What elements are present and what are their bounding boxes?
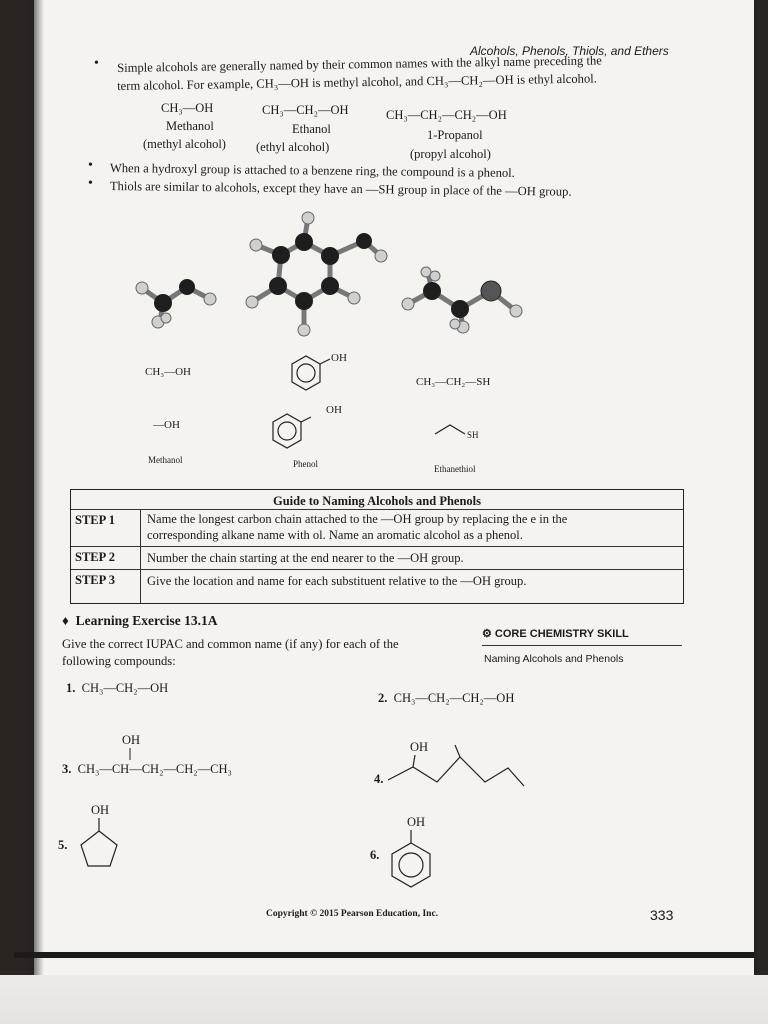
copyright-line: Copyright © 2015 Pearson Education, Inc. xyxy=(266,909,439,919)
guide-title: Guide to Naming Alcohols and Phenols xyxy=(272,494,482,508)
bullet-dot: • xyxy=(94,56,99,71)
phenol-label: Phenol xyxy=(293,459,319,469)
intro-line-1: Simple alcohols are generally named by their common names with the alkyl name preceding the xyxy=(117,53,602,75)
item-2: 2. CH₃—CH₂—CH₂—OH xyxy=(378,691,515,705)
ethanethiol-label: Ethanethiol xyxy=(434,464,476,474)
bottom-rule xyxy=(14,952,754,958)
methanol-label: Methanol xyxy=(148,455,183,465)
background-surface xyxy=(0,975,768,1024)
propanol-formula: CH₃—CH₂—CH₂—OH xyxy=(386,108,507,122)
ethanethiol-sh: SH xyxy=(467,430,479,440)
running-header: Alcohols, Phenols, Thiols, and Ethers xyxy=(470,44,669,58)
step-2-label: STEP 2 xyxy=(75,550,115,564)
item-1: 1. CH₃—CH₂—OH xyxy=(66,681,169,695)
step-3-label: STEP 3 xyxy=(75,573,115,587)
bullet-dot: • xyxy=(88,158,93,173)
step-1-line-1: Name the longest carbon chain attached to the —OH group by replacing the e in the xyxy=(147,512,568,526)
phenol-oh-top: OH xyxy=(331,352,347,364)
methanol-skeletal: —OH xyxy=(153,419,180,431)
exercise-instruction-2: following compounds: xyxy=(62,654,176,668)
propanol-name: 1-Propanol xyxy=(427,128,483,142)
item-4-num: 4. xyxy=(374,772,384,786)
item-3: 3. CH₃—CH—CH₂—CH₂—CH₃ xyxy=(62,762,232,776)
thiol-bullet-text: Thiols are similar to alcohols, except they have an —SH group in place of the —OH group. xyxy=(109,178,572,199)
item-3-oh: OH xyxy=(122,733,141,747)
step-2-text: Number the chain starting at the end nearer to the —OH group. xyxy=(147,551,464,565)
core-skill-heading: ⚙ CORE CHEMISTRY SKILL xyxy=(482,628,629,640)
step-1-label: STEP 1 xyxy=(75,513,115,527)
exercise-instruction-1: Give the correct IUPAC and common name (if any) for each of the xyxy=(62,637,399,651)
step-1-line-2: corresponding alkane name with ol. Name an aromatic alcohol as a phenol. xyxy=(147,528,523,542)
phenol-oh-bottom: OH xyxy=(326,404,342,416)
methanol-condensed: CH₃—OH xyxy=(145,366,192,378)
item-6-num: 6. xyxy=(370,848,380,862)
bullet-dot: • xyxy=(88,176,93,191)
ethanol-formula: CH₃—CH₂—OH xyxy=(262,103,349,117)
methanol-name: Methanol xyxy=(166,119,214,133)
item-6-oh: OH xyxy=(407,815,426,829)
phenol-bullet-text: When a hydroxyl group is attached to a benzene ring, the compound is a phenol. xyxy=(109,160,515,180)
exercise-title: ♦ Learning Exercise 13.1A xyxy=(62,613,218,628)
propanol-common: (propyl alcohol) xyxy=(410,147,491,161)
page-number: 333 xyxy=(650,907,674,923)
core-skill-name: Naming Alcohols and Phenols xyxy=(484,653,624,665)
step-3-text: Give the location and name for each substituent relative to the —OH group. xyxy=(147,574,527,588)
item-5-oh: OH xyxy=(91,803,110,817)
ethanol-common: (ethyl alcohol) xyxy=(256,140,330,154)
ethanethiol-condensed: CH₃—CH₂—SH xyxy=(416,376,491,388)
intro-line-2: term alcohol. For example, CH₃—OH is methyl alcohol, and CH₃—CH₂—OH is ethyl alcohol. xyxy=(117,71,597,93)
methanol-common: (methyl alcohol) xyxy=(143,137,226,151)
item-5-num: 5. xyxy=(58,838,68,852)
ethanol-name: Ethanol xyxy=(292,122,331,136)
methanol-formula: CH₃—OH xyxy=(161,101,214,115)
item-4-oh: OH xyxy=(410,740,429,754)
